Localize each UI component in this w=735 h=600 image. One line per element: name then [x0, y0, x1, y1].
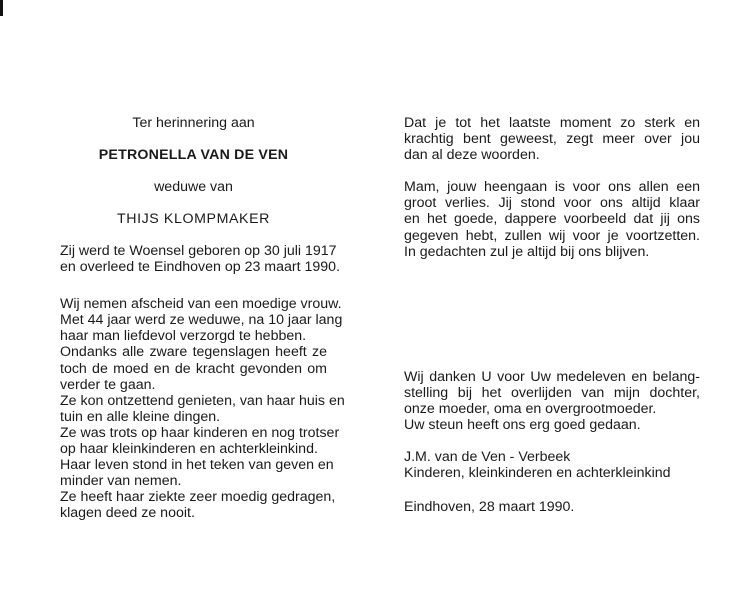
tribute-line: Ze kon ontzettend genieten, van haar huis en — [60, 392, 345, 409]
strength-line: dan al deze woorden. — [404, 147, 540, 164]
farewell-line: gegeven hebt, zullen wij voor je voortzetten. — [404, 227, 700, 244]
farewell-line: Mam, jouw heengaan is voor ons allen een — [404, 179, 700, 196]
strength-line: Dat je tot het laatste moment zo sterk en — [404, 115, 700, 131]
place-date: Eindhoven, 28 maart 1990. — [404, 499, 575, 516]
left-column — [60, 115, 345, 522]
thanks-line: stelling bij het overlijden van mijn dochter, — [404, 384, 700, 401]
tribute-line: Ondanks alle zware tegenslagen heeft ze — [60, 344, 327, 361]
thanks-line: Uw steun heeft ons erg goed gedaan. — [404, 417, 641, 434]
tribute-line: Haar leven stond in het teken van geven en — [60, 457, 334, 474]
thanks-line: onze moeder, oma en overgrootmoeder. — [404, 400, 657, 417]
signature-block — [404, 449, 700, 481]
signature-name: J.M. van de Ven - Verbeek — [404, 449, 571, 466]
farewell-line: en het goede, dappere voorbeeld dat jij ons — [404, 211, 700, 228]
right-column — [404, 115, 700, 515]
tribute-line: klagen deed ze nooit. — [60, 505, 195, 522]
relation-line: weduwe van — [154, 179, 233, 195]
tribute-line: Met 44 jaar werd ze weduwe, na 10 jaar lang — [60, 312, 343, 329]
tribute-line: Ze was trots op haar kinderen en nog trotser — [60, 424, 340, 441]
tribute-line: Ze heeft haar ziekte zeer moedig gedragen, — [60, 489, 336, 506]
deceased-name: PETRONELLA VAN DE VEN — [98, 147, 289, 163]
farewell-line: In gedachten zul je altijd bij ons blijven. — [404, 243, 650, 260]
tribute-line: Wij nemen afscheid van een moedige vrouw. — [60, 296, 342, 313]
tribute-paragraph — [60, 296, 345, 522]
strength-line: krachtig bent geweest, zegt meer over jou — [404, 131, 700, 148]
intro-line: Ter herinnering aan — [132, 115, 255, 131]
thanks-line: Wij danken U voor Uw medeleven en belang- — [404, 368, 700, 385]
family-line: Kinderen, kleinkinderen en achterkleinkind — [404, 465, 671, 482]
thanks-paragraph — [404, 369, 700, 433]
birth-death-paragraph — [60, 243, 341, 276]
spouse-name: THIJS KLOMPMAKER — [116, 211, 271, 227]
strength-paragraph — [404, 115, 700, 163]
tribute-line: minder van nemen. — [60, 473, 182, 490]
birth-line: Zij werd te Woensel geboren op 30 juli 1917 — [60, 243, 337, 259]
farewell-paragraph — [404, 179, 700, 259]
farewell-line: groot verlies. Jij stond voor ons altijd klaar — [404, 195, 700, 212]
tribute-line: toch de moed en de kracht gevonden om — [60, 360, 327, 377]
death-line: en overleed te Eindhoven op 23 maart 1990. — [60, 259, 341, 276]
tribute-line: verder te gaan. — [60, 376, 156, 393]
tribute-line: haar man liefdevol verzorgd te hebben. — [60, 328, 307, 345]
tribute-line: op haar kleinkinderen en achterkleinkind. — [60, 441, 318, 458]
tribute-line: tuin en alle kleine dingen. — [60, 408, 221, 425]
